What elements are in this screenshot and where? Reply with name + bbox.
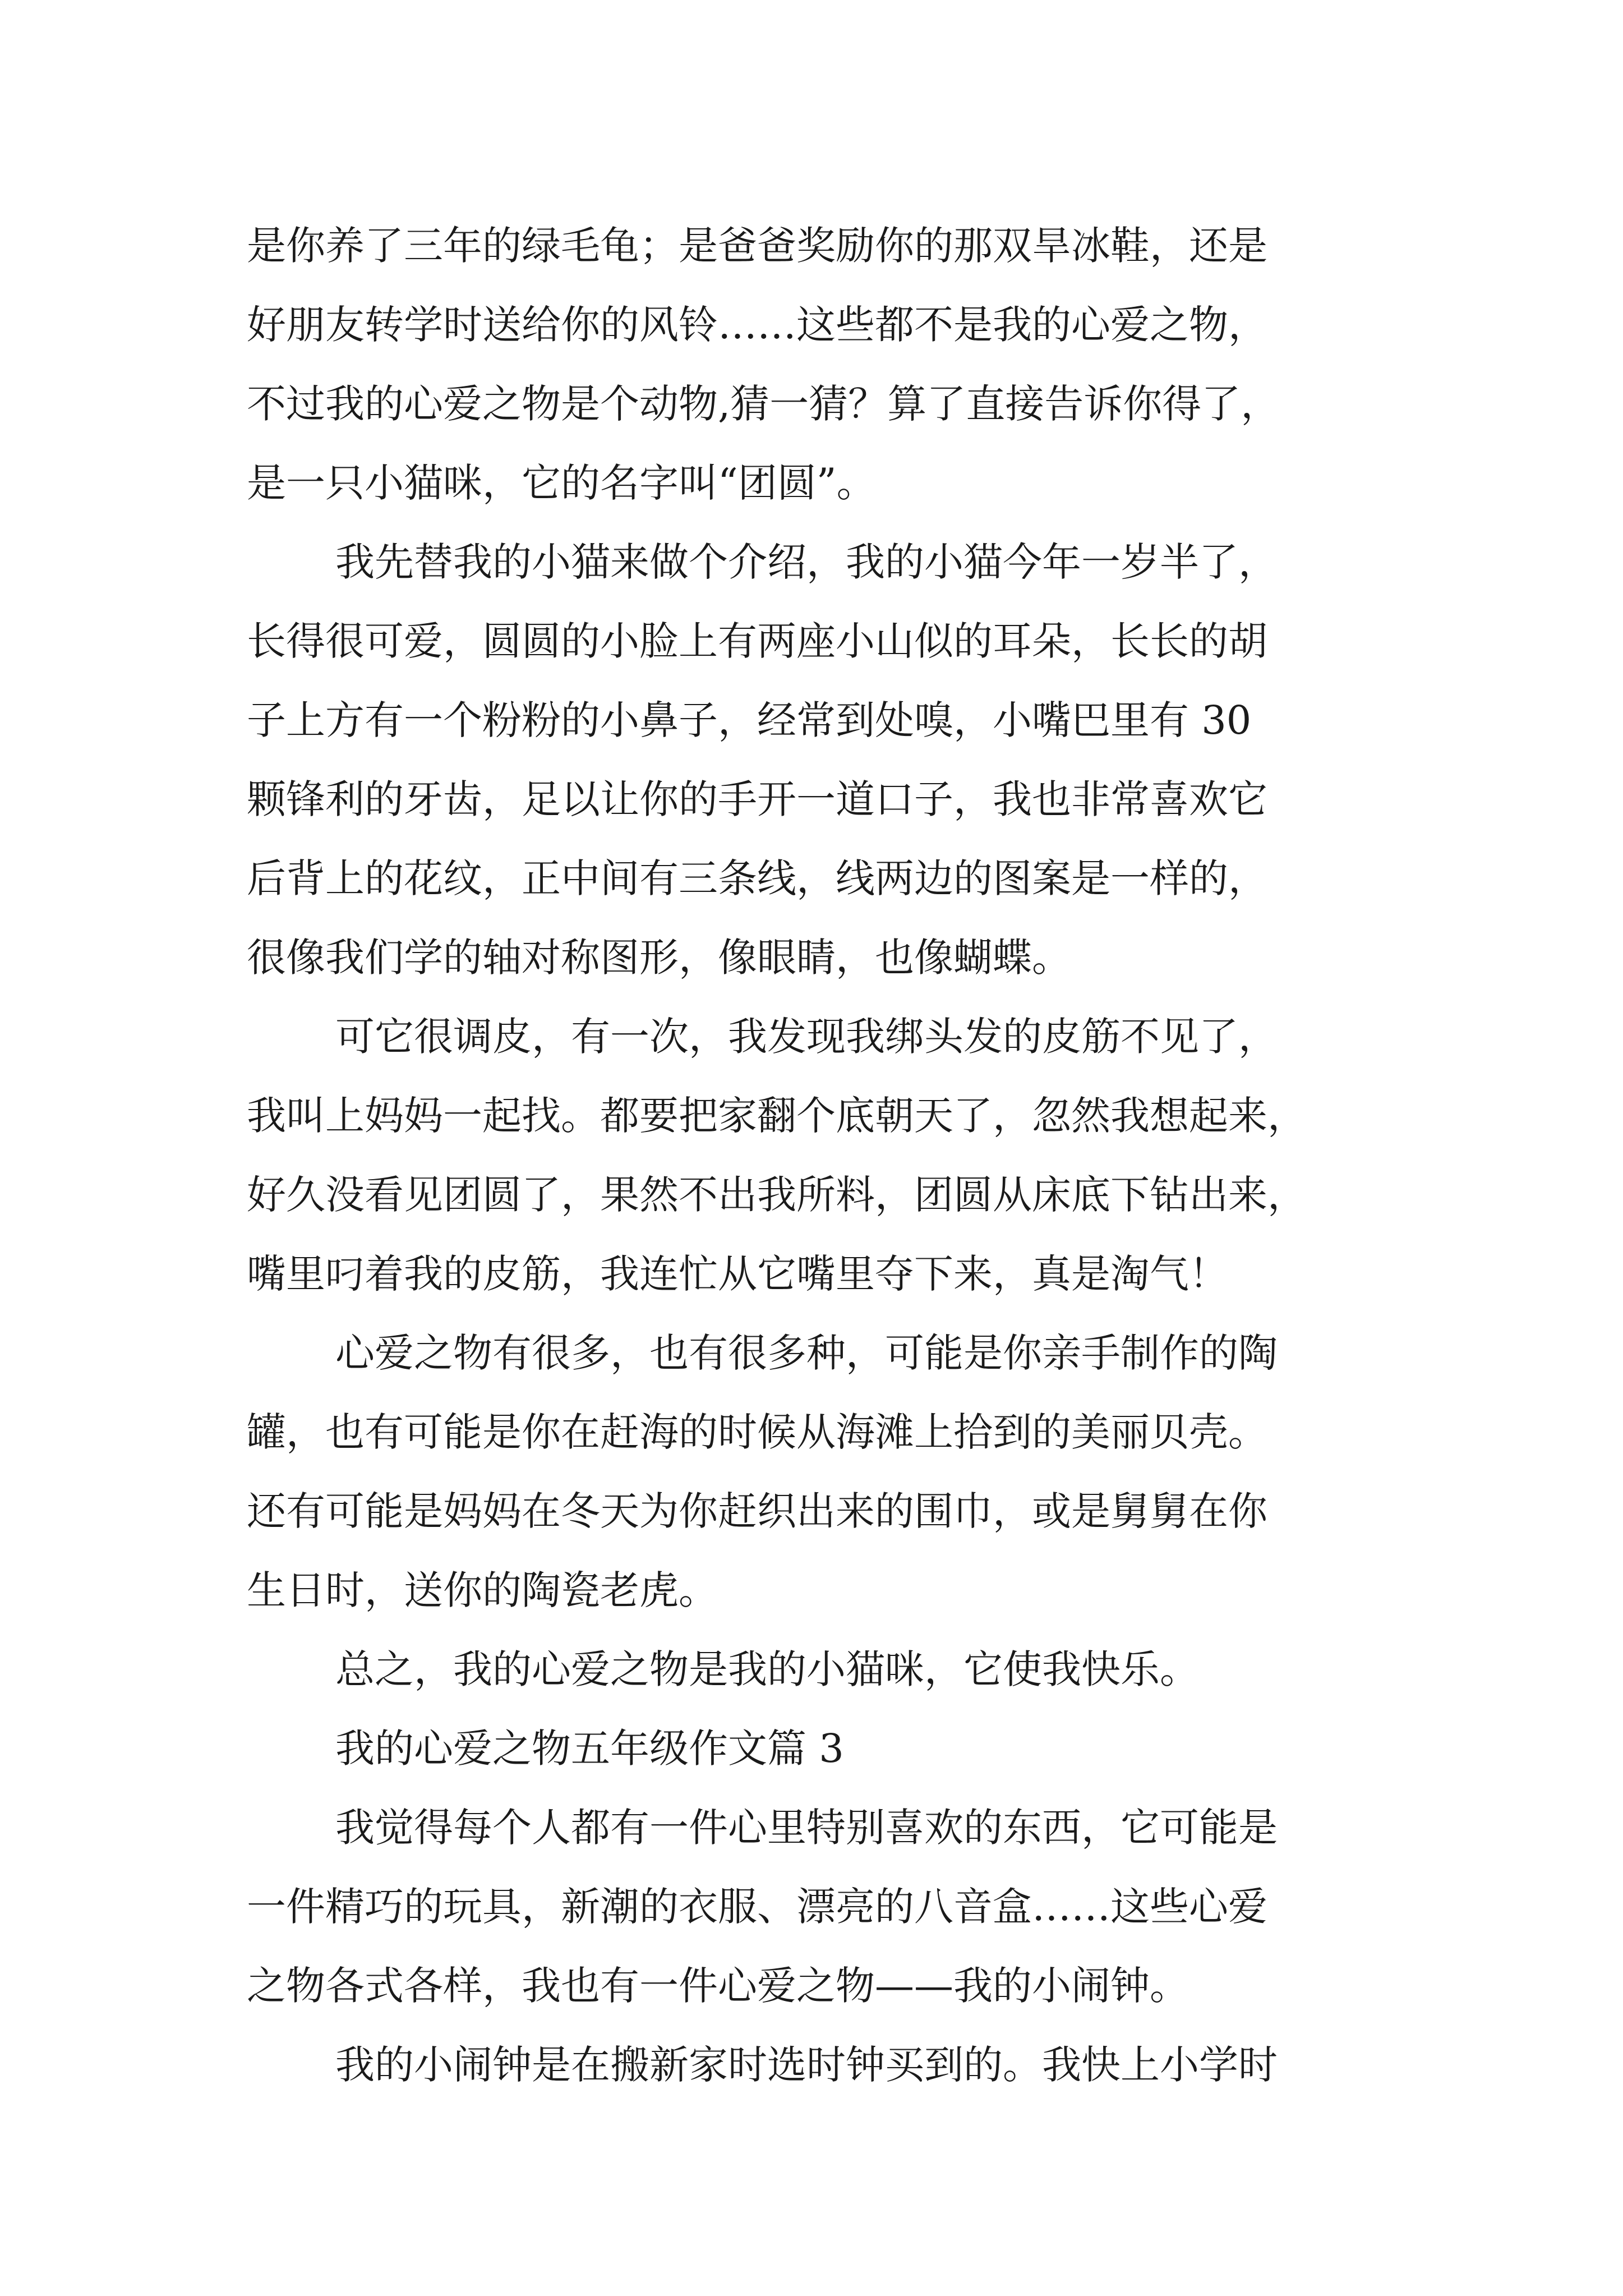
section-heading: 我的心爱之物五年级作文篇 3 <box>335 1726 844 1772</box>
text-line: 我叫上妈妈一起找。都要把家翻个底朝天了，忽然我想起来， <box>247 1093 1307 1139</box>
paragraph-first-line: 总之，我的心爱之物是我的小猫咪，它使我快乐。 <box>335 1646 1199 1692</box>
text-line: 很像我们学的轴对称图形，像眼睛，也像蝴蝶。 <box>247 935 1071 981</box>
paragraph-first-line: 可它很调皮，有一次，我发现我绑头发的皮筋不见了， <box>335 1014 1278 1060</box>
text-line: 颗锋利的牙齿，足以让你的手开一道口子，我也非常喜欢它 <box>247 776 1267 822</box>
text-line: 是你养了三年的绿毛龟；是爸爸奖励你的那双旱冰鞋，还是 <box>247 223 1267 269</box>
text-line: 还有可能是妈妈在冬天为你赶织出来的围巾，或是舅舅在你 <box>247 1488 1267 1534</box>
text-line: 好朋友转学时送给你的风铃……这些都不是我的心爱之物， <box>247 302 1267 348</box>
text-line: 子上方有一个粉粉的小鼻子，经常到处嗅，小嘴巴里有 30 <box>247 697 1252 743</box>
paragraph-first-line: 我觉得每个人都有一件心里特别喜欢的东西，它可能是 <box>335 1805 1278 1851</box>
paragraph-first-line: 心爱之物有很多，也有很多种，可能是你亲手制作的陶 <box>335 1330 1278 1376</box>
text-line: 罐，也有可能是你在赶海的时候从海滩上拾到的美丽贝壳。 <box>247 1409 1267 1455</box>
document-body <box>247 206 1424 2105</box>
paragraph-first-line: 我先替我的小猫来做个介绍，我的小猫今年一岁半了， <box>335 539 1278 585</box>
text-line: 好久没看见团圆了，果然不出我所料，团圆从床底下钻出来， <box>247 1172 1307 1218</box>
text-line: 长得很可爱，圆圆的小脸上有两座小山似的耳朵，长长的胡 <box>247 618 1267 664</box>
text-line: 后背上的花纹，正中间有三条线，线两边的图案是一样的， <box>247 855 1267 901</box>
paragraph-first-line: 我的小闹钟是在搬新家时选时钟买到的。我快上小学时 <box>335 2042 1278 2088</box>
text-line: 生日时，送你的陶瓷老虎。 <box>247 1567 718 1613</box>
text-line: 嘴里叼着我的皮筋，我连忙从它嘴里夺下来，真是淘气！ <box>247 1251 1228 1297</box>
text-line: 不过我的心爱之物是个动物,猜一猜？算了直接告诉你得了， <box>247 381 1280 427</box>
text-line: 一件精巧的玩具，新潮的衣服、漂亮的八音盒……这些心爱 <box>247 1884 1267 1930</box>
text-line: 之物各式各样，我也有一件心爱之物——我的小闹钟。 <box>247 1963 1189 2009</box>
text-line: 是一只小猫咪，它的名字叫“团圆”。 <box>247 460 876 506</box>
